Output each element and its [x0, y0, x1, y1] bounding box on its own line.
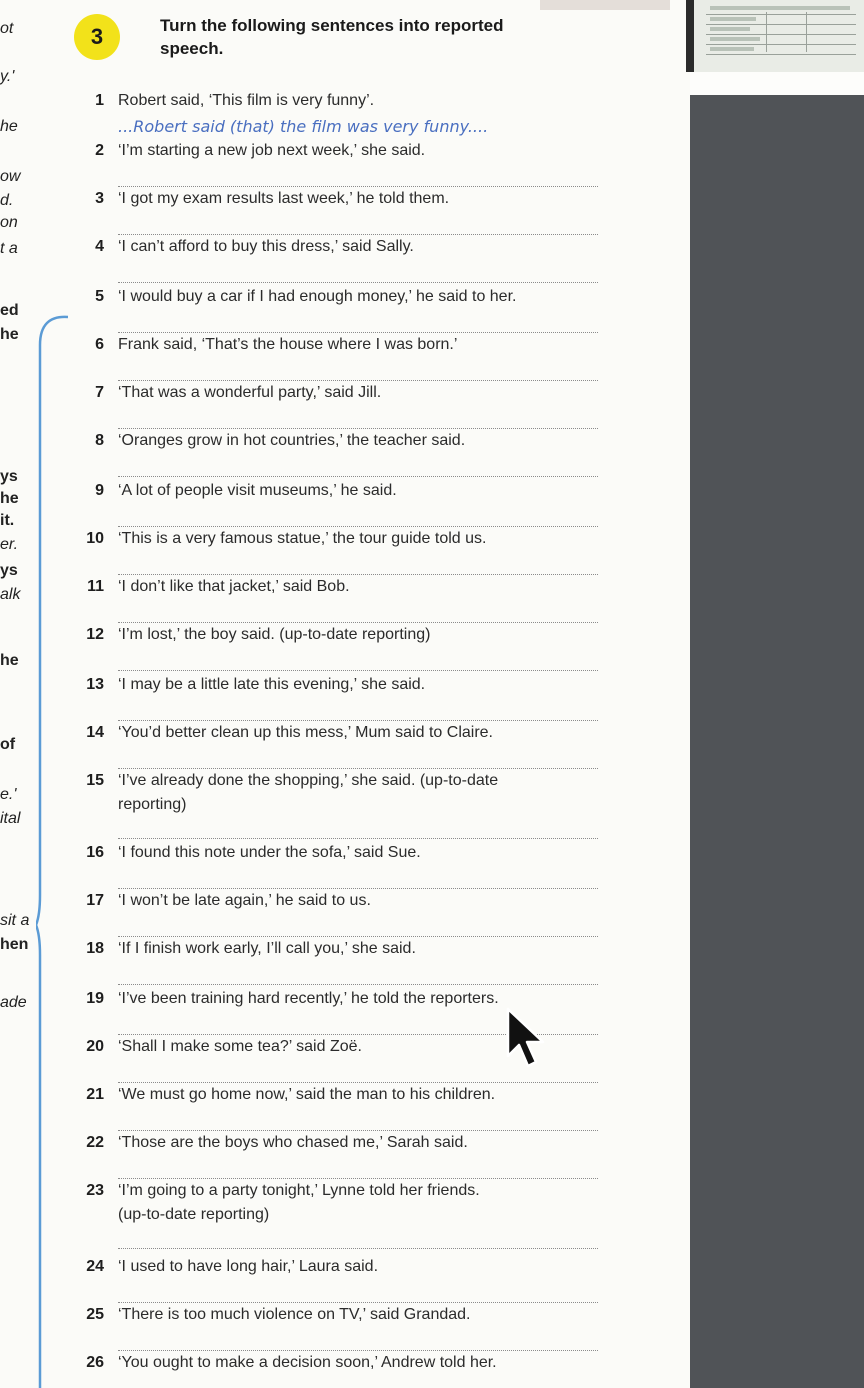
item-sentence: ‘I got my exam results last week,’ he told them.: [118, 190, 450, 207]
margin-fragment: y.': [0, 68, 15, 85]
item-sentence: ‘I would buy a car if I had enough money,’ he said to her.: [118, 288, 517, 305]
margin-fragment: e.': [0, 786, 17, 803]
margin-fragment: he: [0, 490, 19, 507]
margin-fragment: hen: [0, 936, 29, 953]
item-number: 26: [86, 1354, 104, 1371]
answer-line[interactable]: [118, 428, 598, 429]
item-sentence: ‘I don’t like that jacket,’ said Bob.: [118, 578, 350, 595]
instruction-line-2: speech.: [160, 39, 224, 58]
item-number: 3: [95, 190, 104, 207]
item-sentence: ‘If I finish work early, I’ll call you,’ she said.: [118, 940, 416, 957]
margin-fragment: ital: [0, 810, 21, 827]
item-number: 24: [86, 1258, 104, 1275]
item-sentence: Frank said, ‘That’s the house where I was born.’: [118, 336, 458, 353]
item-number: 13: [86, 676, 104, 693]
item-sentence: ‘I’m lost,’ the boy said. (up-to-date reporting): [118, 626, 431, 643]
item-number: 21: [86, 1086, 104, 1103]
item-sentence: ‘Oranges grow in hot countries,’ the teacher said.: [118, 432, 466, 449]
margin-fragment: ow: [0, 168, 21, 185]
thumbnail-edge: [686, 0, 694, 72]
margin-fragment: ys: [0, 562, 18, 579]
item-sentence: ‘You ought to make a decision soon,’ Andrew told her.: [118, 1354, 497, 1371]
margin-fragment: it.: [0, 512, 15, 529]
item-number: 5: [95, 288, 104, 305]
answer-line[interactable]: [118, 720, 598, 721]
item-sentence: ‘You’d better clean up this mess,’ Mum said to Claire.: [118, 724, 493, 741]
item-sentence-continued: (up-to-date reporting): [118, 1206, 270, 1223]
item-sentence: ‘A lot of people visit museums,’ he said.: [118, 482, 397, 499]
item-sentence: ‘I’ve been training hard recently,’ he told the reporters.: [118, 990, 499, 1007]
mouse-cursor-icon: [505, 1006, 549, 1072]
margin-fragment: d.: [0, 192, 14, 209]
reference-table-thumbnail: [686, 0, 864, 72]
answer-line[interactable]: [118, 380, 598, 381]
item-number: 2: [95, 142, 104, 159]
margin-fragment: of: [0, 736, 16, 753]
item-sentence: ‘I’ve already done the shopping,’ she said. (up-to-date: [118, 772, 499, 789]
item-number: 12: [86, 626, 104, 643]
item-number: 15: [86, 772, 104, 789]
margin-fragment: ot: [0, 20, 14, 37]
item-sentence: ‘There is too much violence on TV,’ said Grandad.: [118, 1306, 471, 1323]
margin-fragment: on: [0, 214, 18, 231]
item-sentence: ‘Those are the boys who chased me,’ Sarah said.: [118, 1134, 468, 1151]
item-sentence: ‘Shall I make some tea?’ said Zoë.: [118, 1038, 362, 1055]
item-sentence: ‘I used to have long hair,’ Laura said.: [118, 1258, 379, 1275]
answer-line[interactable]: [118, 1302, 598, 1303]
item-sentence: ‘I can’t afford to buy this dress,’ said Sally.: [118, 238, 414, 255]
item-sentence: ‘We must go home now,’ said the man to his children.: [118, 1086, 496, 1103]
item-sentence: Robert said, ‘This film is very funny’.: [118, 92, 375, 109]
example-answer: ...Robert said (that) the film was very funny....: [118, 117, 489, 136]
item-number: 6: [95, 336, 104, 353]
answer-line[interactable]: [118, 282, 598, 283]
item-number: 4: [95, 238, 104, 255]
item-number: 19: [86, 990, 104, 1007]
answer-line[interactable]: [118, 670, 598, 671]
margin-fragment: ed: [0, 302, 19, 319]
exercise-number: 3: [90, 24, 104, 49]
margin-fragment: he: [0, 652, 19, 669]
answer-line[interactable]: [118, 186, 598, 187]
answer-line[interactable]: [118, 332, 598, 333]
answer-line[interactable]: [118, 1130, 598, 1131]
item-number: 18: [86, 940, 104, 957]
answer-line[interactable]: [118, 622, 598, 623]
item-sentence: ‘I’m going to a party tonight,’ Lynne told her friends.: [118, 1182, 480, 1199]
item-number: 10: [86, 530, 104, 547]
margin-fragment: er.: [0, 536, 19, 553]
item-sentence: ‘This is a very famous statue,’ the tour guide told us.: [118, 530, 487, 547]
blue-bracket-line: [36, 315, 68, 1388]
answer-line[interactable]: [118, 1082, 598, 1083]
top-edge-strip: [540, 0, 670, 10]
item-sentence: ‘I’m starting a new job next week,’ she said.: [118, 142, 426, 159]
exercise-instruction: [160, 14, 620, 60]
margin-fragment: t a: [0, 240, 18, 257]
item-number: 14: [86, 724, 104, 741]
item-sentence: ‘That was a wonderful party,’ said Jill.: [118, 384, 382, 401]
instruction-line-1: Turn the following sentences into reported: [160, 16, 504, 35]
item-sentence: ‘I may be a little late this evening,’ she said.: [118, 676, 426, 693]
answer-line[interactable]: [118, 1178, 598, 1179]
answer-line[interactable]: [118, 1350, 598, 1351]
item-number: 7: [95, 384, 104, 401]
margin-fragment: ys: [0, 468, 18, 485]
item-number: 25: [86, 1306, 104, 1323]
exercise-number-badge: [74, 14, 120, 60]
item-sentence: ‘I found this note under the sofa,’ said Sue.: [118, 844, 421, 861]
item-number: 8: [95, 432, 104, 449]
margin-fragment: alk: [0, 586, 21, 603]
margin-fragment: ade: [0, 994, 27, 1011]
answer-line[interactable]: [118, 1248, 598, 1249]
margin-fragment: he: [0, 326, 19, 343]
item-sentence: ‘I won’t be late again,’ he said to us.: [118, 892, 371, 909]
item-number: 17: [86, 892, 104, 909]
answer-line[interactable]: [118, 768, 598, 769]
answer-line[interactable]: [118, 888, 598, 889]
answer-line[interactable]: [118, 838, 598, 839]
viewer-background-panel: [690, 95, 864, 1388]
item-number: 23: [86, 1182, 104, 1199]
answer-line[interactable]: [118, 936, 598, 937]
margin-fragment: sit a: [0, 912, 30, 929]
item-number: 20: [86, 1038, 104, 1055]
answer-line[interactable]: [118, 984, 598, 985]
answer-line[interactable]: [118, 234, 598, 235]
item-number: 16: [86, 844, 104, 861]
item-number: 11: [87, 578, 104, 595]
item-number: 9: [95, 482, 104, 499]
answer-line[interactable]: [118, 574, 598, 575]
item-number: 22: [86, 1134, 104, 1151]
item-sentence-continued: reporting): [118, 796, 187, 813]
answer-line[interactable]: [118, 526, 598, 527]
margin-fragment: he: [0, 118, 18, 135]
answer-line[interactable]: [118, 476, 598, 477]
item-number: 1: [95, 92, 104, 109]
